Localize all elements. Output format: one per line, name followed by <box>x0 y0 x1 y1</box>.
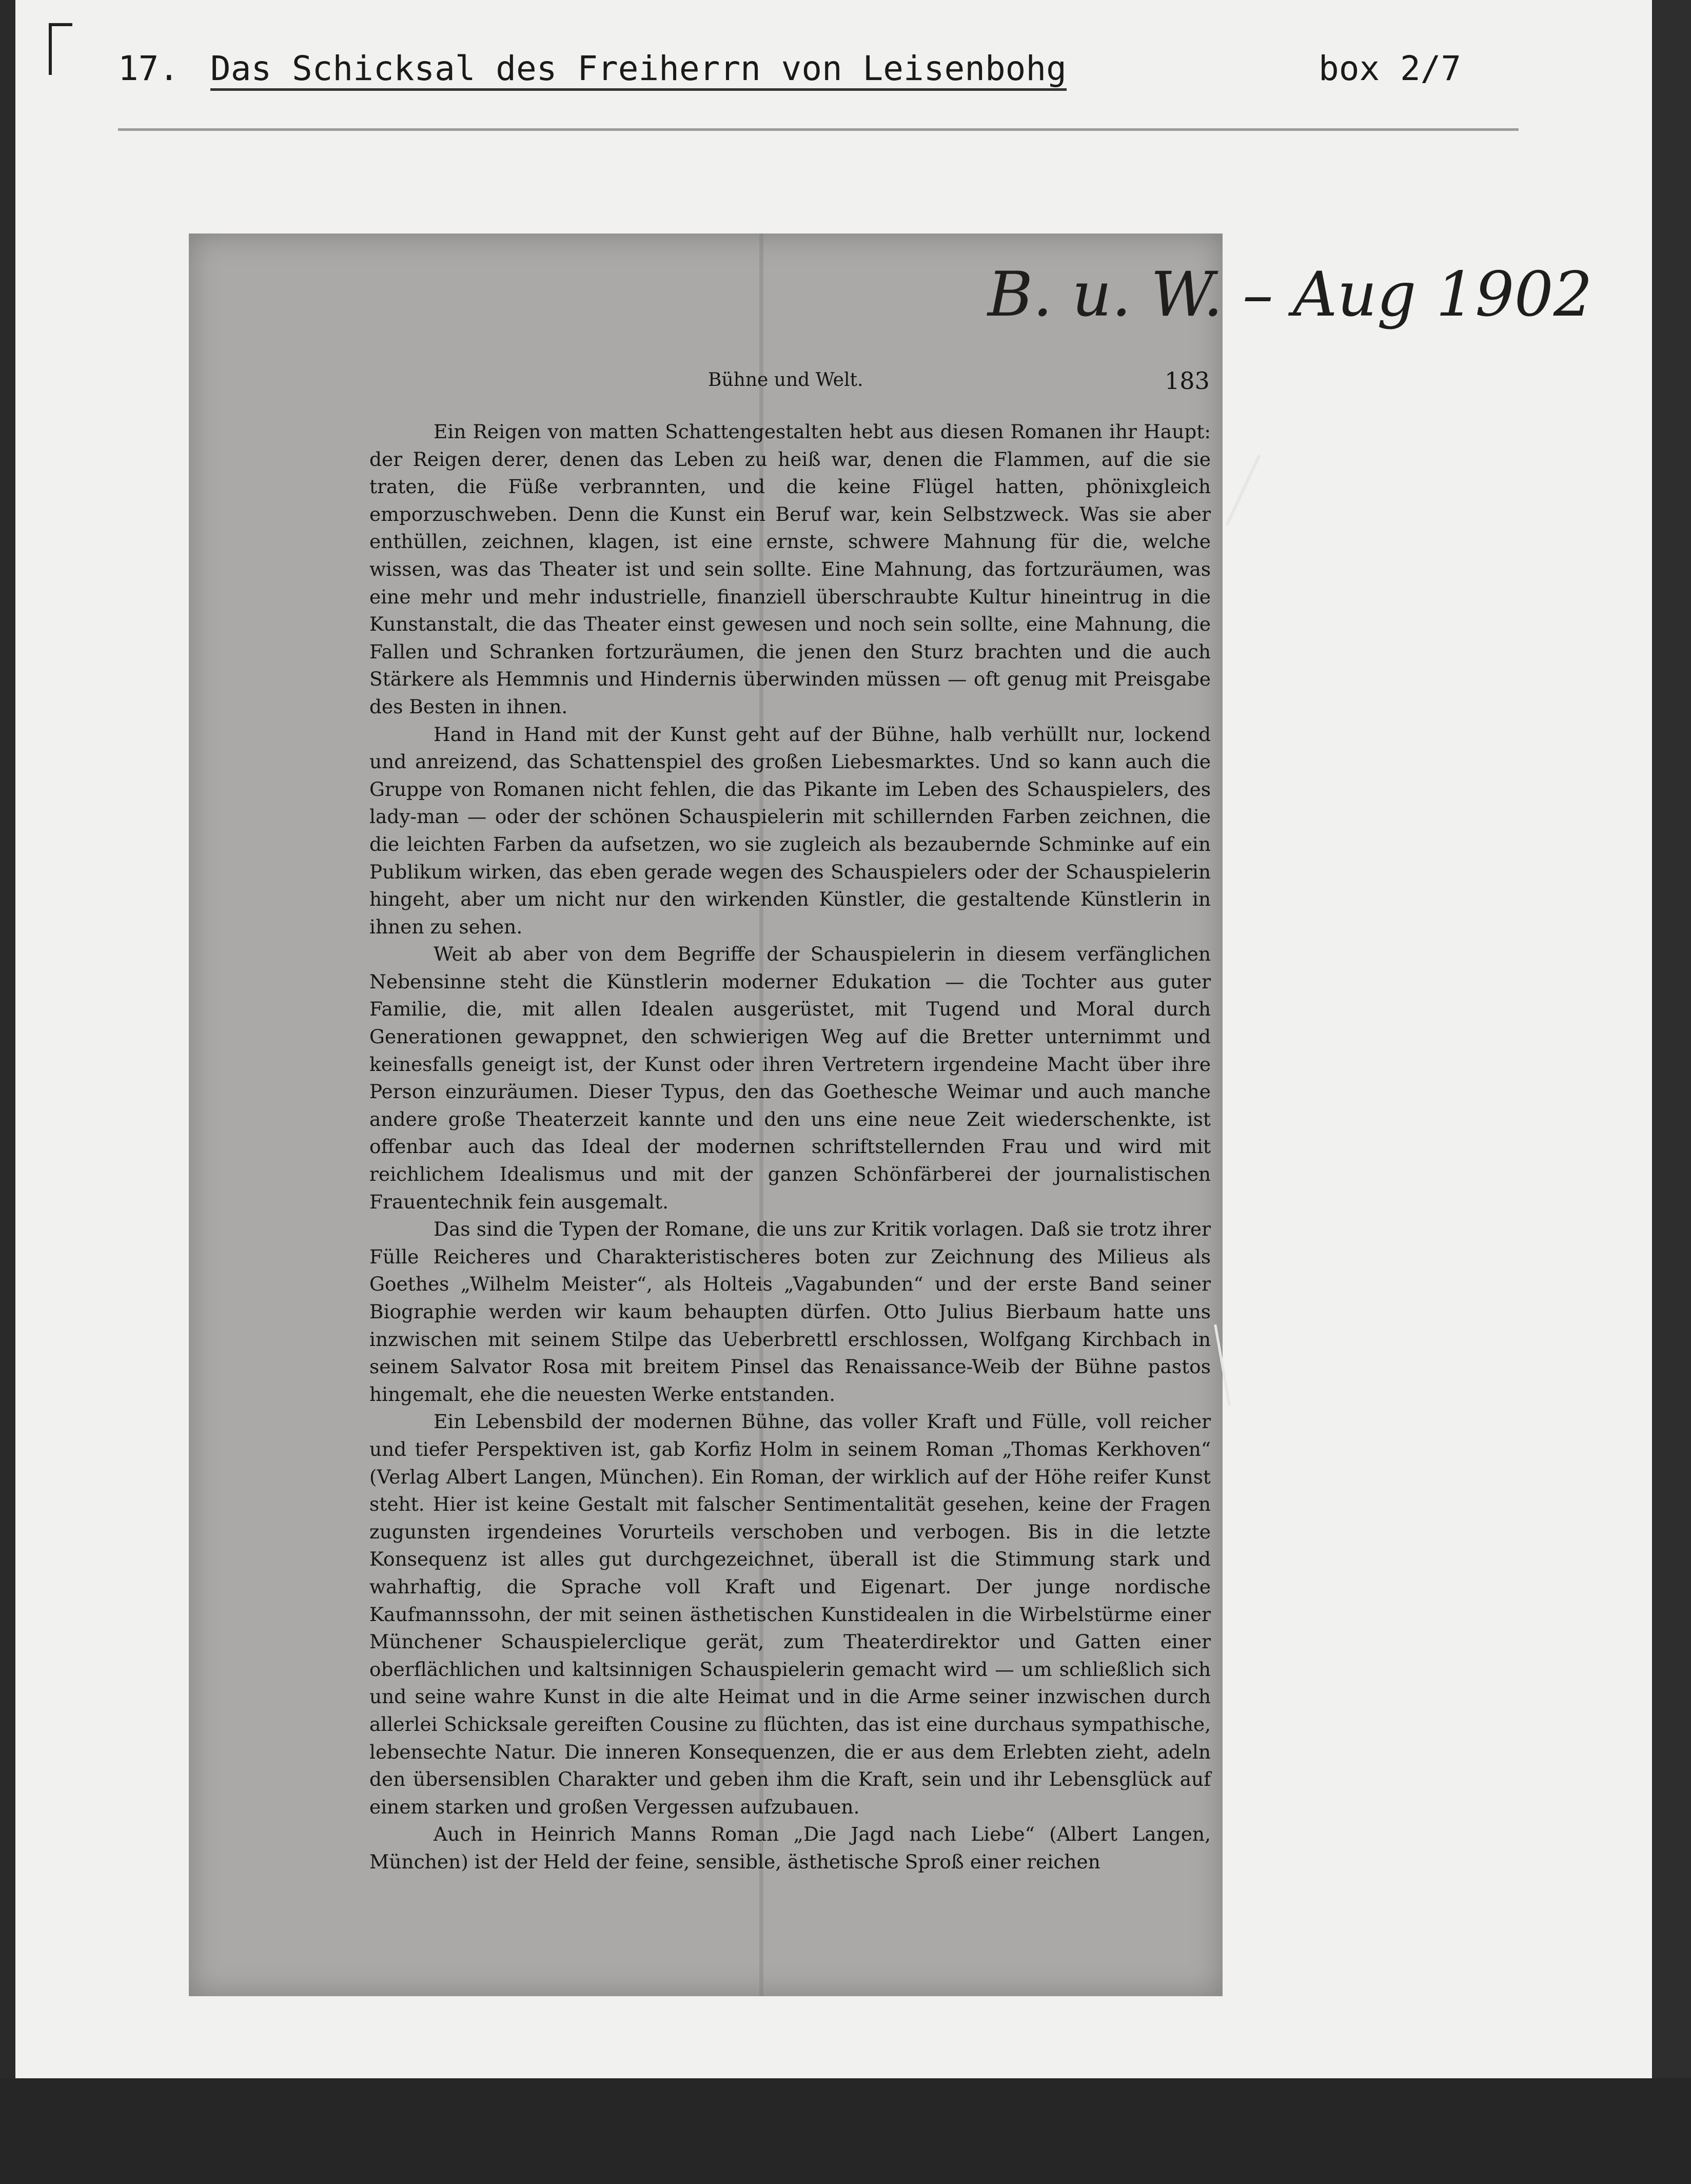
scan-edge-right <box>1653 0 1691 2184</box>
paragraph: Weit ab aber von dem Begriffe der Schauspielerin in diesem verfänglichen Nebensinne steht die Künstlerin moderner Edukation — die Tochter aus guter Familie, die, mit allen Idealen ausgerüstet, mit Tugend und Moral durch Generationen gewappnet, den schwierigen Weg auf die Bretter unternimmt und keinesfalls geneigt ist, der Kunst oder ihren Vertretern irgendeine Macht über ihre Person einzuräumen. Dieser Typus, den das Goethesche Weimar und auch manche andere große Theaterzeit kannte und den uns eine neue Zeit wiederschenkte, ist offenbar auch das Ideal der modernen schriftstellernden Frau und wird mit reichlichem Idealismus und mit der ganzen Schönfärberei der journalistischen Frauentechnik fein ausgemalt. <box>369 943 1211 1213</box>
header-divider <box>118 128 1519 131</box>
paragraph: Auch in Heinrich Manns Roman „Die Jagd nach Liebe“ (Albert Langen, München) ist der Held der feine, sensible, ästhetische Sproß einer reichen <box>369 1823 1211 1873</box>
scan-edge-bottom <box>0 2078 1691 2184</box>
corner-crop-mark <box>49 23 72 75</box>
item-title: Das Schicksal des Freiherrn von Leisenbohg <box>210 49 1067 91</box>
handwritten-annotation: B. u. W. – Aug 1902 <box>988 259 1593 330</box>
archive-header <box>118 44 1503 100</box>
article-body <box>369 418 1211 1876</box>
paragraph: Ein Lebensbild der modernen Bühne, das voller Kraft und Fülle, voll reicher und tiefer Perspektiven ist, gab Korfiz Holm in seinem Roman „Thomas Kerkhoven“ (Verlag Albert Langen, München). Ein Roman, der wirklich auf der Höhe reifer Kunst steht. Hier ist keine Gestalt mit falscher Sentimentalität gesehen, keine der Fragen zugunsten irgendeines Vorurteils verschoben und verbogen. Bis in die letzte Konsequenz ist alles gut durchgezeichnet, überall ist die Stimmung stark und wahrhaftig, die Sprache voll Kraft und Eigenart. Der junge nordische Kaufmannssohn, der mit seinen ästhetischen Kunstidealen in die Wirbelstürme einer Münchener Schauspielerclique gerät, zum Theaterdirektor und Gatten einer oberflächlichen und kaltsinnigen Schauspielerin gemacht wird — um schließlich sich und seine wahre Kunst in die alte Heimat und in die Arme seiner inzwischen durch allerlei Schicksale gereiften Cousine zu flüchten, das ist eine durchaus sympathische, lebensechte Natur. Die inneren Konsequenzen, die er aus dem Erlebten zieht, adeln den übersensiblen Charakter und geben ihm die Kraft, sein und ihr Lebensglück auf einem starken und großen Vergessen aufzubauen. <box>369 1410 1211 1818</box>
paragraph: Das sind die Typen der Romane, die uns zur Kritik vorlagen. Daß sie trotz ihrer Fülle Reicheres und Charakteristischeres boten zur Zeichnung des Milieus als Goethes „Wilhelm Meister“, als Holteis „Vagabunden“ und der erste Band seiner Biographie werden wir kaum behaupten dürfen. Otto Julius Bierbaum hatte uns inzwischen mit seinem Stilpe das Ueberbrettl erschlossen, Wolfgang Kirchbach in seinem Salvator Rosa mit breitem Pinsel das Renaissance-Weib der Bühne pastos hingemalt, ehe die neuesten Werke entstanden. <box>369 1218 1211 1406</box>
item-number: 17. <box>118 49 180 88</box>
paragraph: Hand in Hand mit der Kunst geht auf der Bühne, halb verhüllt nur, lockend und anreizend, das Schattenspiel des großen Liebesmarktes. Und so kann auch die Gruppe von Romanen nicht fehlen, die das Pikante im Leben des Schauspielers, des lady-man — oder der schönen Schauspielerin mit schillernden Farben zeichnen, die die leichten Farben da aufsetzen, wo sie zugleich als bezaubernde Schminke auf ein Publikum wirken, das eben gerade wegen des Schauspielers oder der Schauspielerin hingeht, aber um nicht nur den wirkenden Künstler, die gestaltende Künstlerin in ihnen zu sehen. <box>369 723 1211 938</box>
box-label: box 2/7 <box>1319 49 1462 88</box>
page-number: 183 <box>1165 367 1210 395</box>
running-head: Bühne und Welt. <box>708 369 863 391</box>
paragraph: Ein Reigen von matten Schattengestalten hebt aus diesen Romanen ihr Haupt: der Reigen derer, denen das Leben zu heiß war, denen die Flammen, auf die sie traten, die Füße verbrannten, und die keine Flügel hatten, phönixgleich emporzuschweben. Denn die Kunst ein Beruf war, kein Selbstzweck. Was sie aber enthüllen, zeichnen, klagen, ist eine ernste, schwere Mahnung für die, welche wissen, was das Theater ist und sein sollte. Eine Mahnung, das fortzuräumen, was eine mehr und mehr industrielle, finanziell überschraubte Kultur hineintrug in die Kunstanstalt, die das Theater einst gewesen und noch sein sollte, eine Mahnung, die Fallen und Schranken fortzuräumen, die jenen den Sturz brachten und die auch Stärkere als Hemmnis und Hindernis überwinden müssen — oft genug mit Preisgabe des Besten in ihnen. <box>369 420 1211 718</box>
